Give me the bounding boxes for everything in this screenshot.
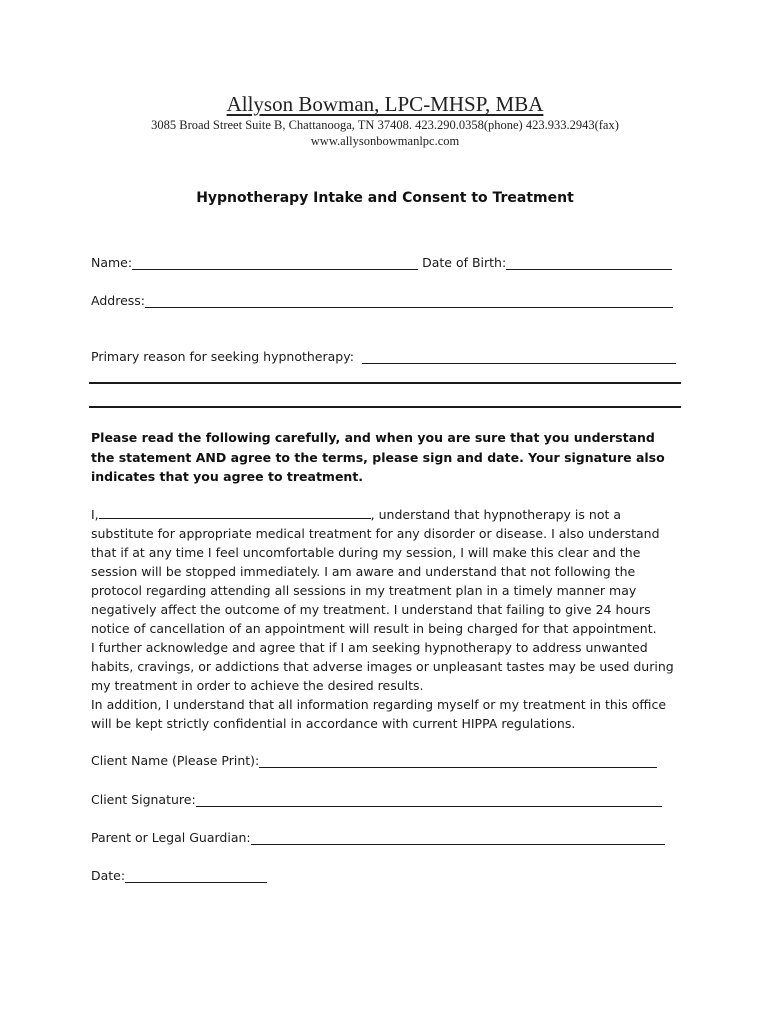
address-label: Address:: [91, 293, 145, 308]
reason-label: Primary reason for seeking hypnotherapy:: [91, 349, 354, 364]
date-row: [91, 865, 267, 883]
reason-field[interactable]: [362, 349, 676, 364]
client-name-row: [91, 750, 657, 768]
practice-address: 3085 Broad Street Suite B, Chattanooga, TN 37408. 423.290.0358(phone) 423.933.2943(fax): [151, 118, 619, 132]
guardian-label: Parent or Legal Guardian:: [91, 830, 251, 845]
instructions-text: Please read the following carefully, and when you are sure that you understand the statement AND agree to the terms, please sign and date. Your signature also indicates that you agree to treatment.: [91, 430, 665, 484]
reason-row: [91, 346, 676, 364]
consent-paragraph-1: [91, 505, 686, 638]
consent-statement: [91, 505, 686, 733]
dob-label: Date of Birth:: [422, 255, 507, 270]
client-signature-field[interactable]: [196, 792, 662, 807]
client-signature-label: Client Signature:: [91, 792, 196, 807]
form-title: Hypnotherapy Intake and Consent to Treatment: [196, 190, 574, 206]
client-name-label: Client Name (Please Print):: [91, 753, 260, 768]
consent-paragraph-3: In addition, I understand that all information regarding myself or my treatment in this office will be kept strictly confidential in accordance with current HIPPA regulations.: [91, 697, 667, 731]
consent-paragraph-1-text: , understand that hypnotherapy is not a substitute for appropriate medical treatment for any disorder or disease. I also understand that if at any time I feel uncomfortable during my session, I will make this clear and the session will be stopped immediately. I am aware and understand that not following the protocol regarding attending all sessions in my treatment plan in a timely manner may negatively affect the outcome of my treatment. I understand that failing to give 24 hours notice of cancellation of an appointment will result in being charged for that appointment.: [91, 507, 660, 636]
name-label: Name:: [91, 255, 133, 270]
consent-paragraph-2: I further acknowledge and agree that if I am seeking hypnotherapy to address unwanted habits, cravings, or addictions that adverse images or unpleasant tastes may be used during my treatment in order to achieve the desired results.: [91, 640, 674, 693]
dob-field[interactable]: [506, 255, 672, 270]
consent-name-field[interactable]: [99, 505, 371, 519]
name-field[interactable]: [132, 255, 418, 270]
consent-prefix: I,: [91, 507, 99, 522]
address-field[interactable]: [145, 293, 673, 308]
guardian-signature-field[interactable]: [251, 830, 665, 845]
practitioner-name: Allyson Bowman, LPC-MHSP, MBA: [226, 92, 544, 116]
practice-website: www.allysonbowmanlpc.com: [310, 134, 460, 148]
date-label: Date:: [91, 868, 126, 883]
reason-line-3[interactable]: [89, 406, 681, 408]
client-signature-row: [91, 789, 662, 807]
date-field[interactable]: [125, 868, 267, 883]
guardian-row: [91, 827, 665, 845]
client-name-field[interactable]: [259, 753, 657, 768]
name-dob-row: [91, 252, 672, 270]
address-row: [91, 290, 673, 308]
reason-line-2[interactable]: [89, 382, 681, 384]
